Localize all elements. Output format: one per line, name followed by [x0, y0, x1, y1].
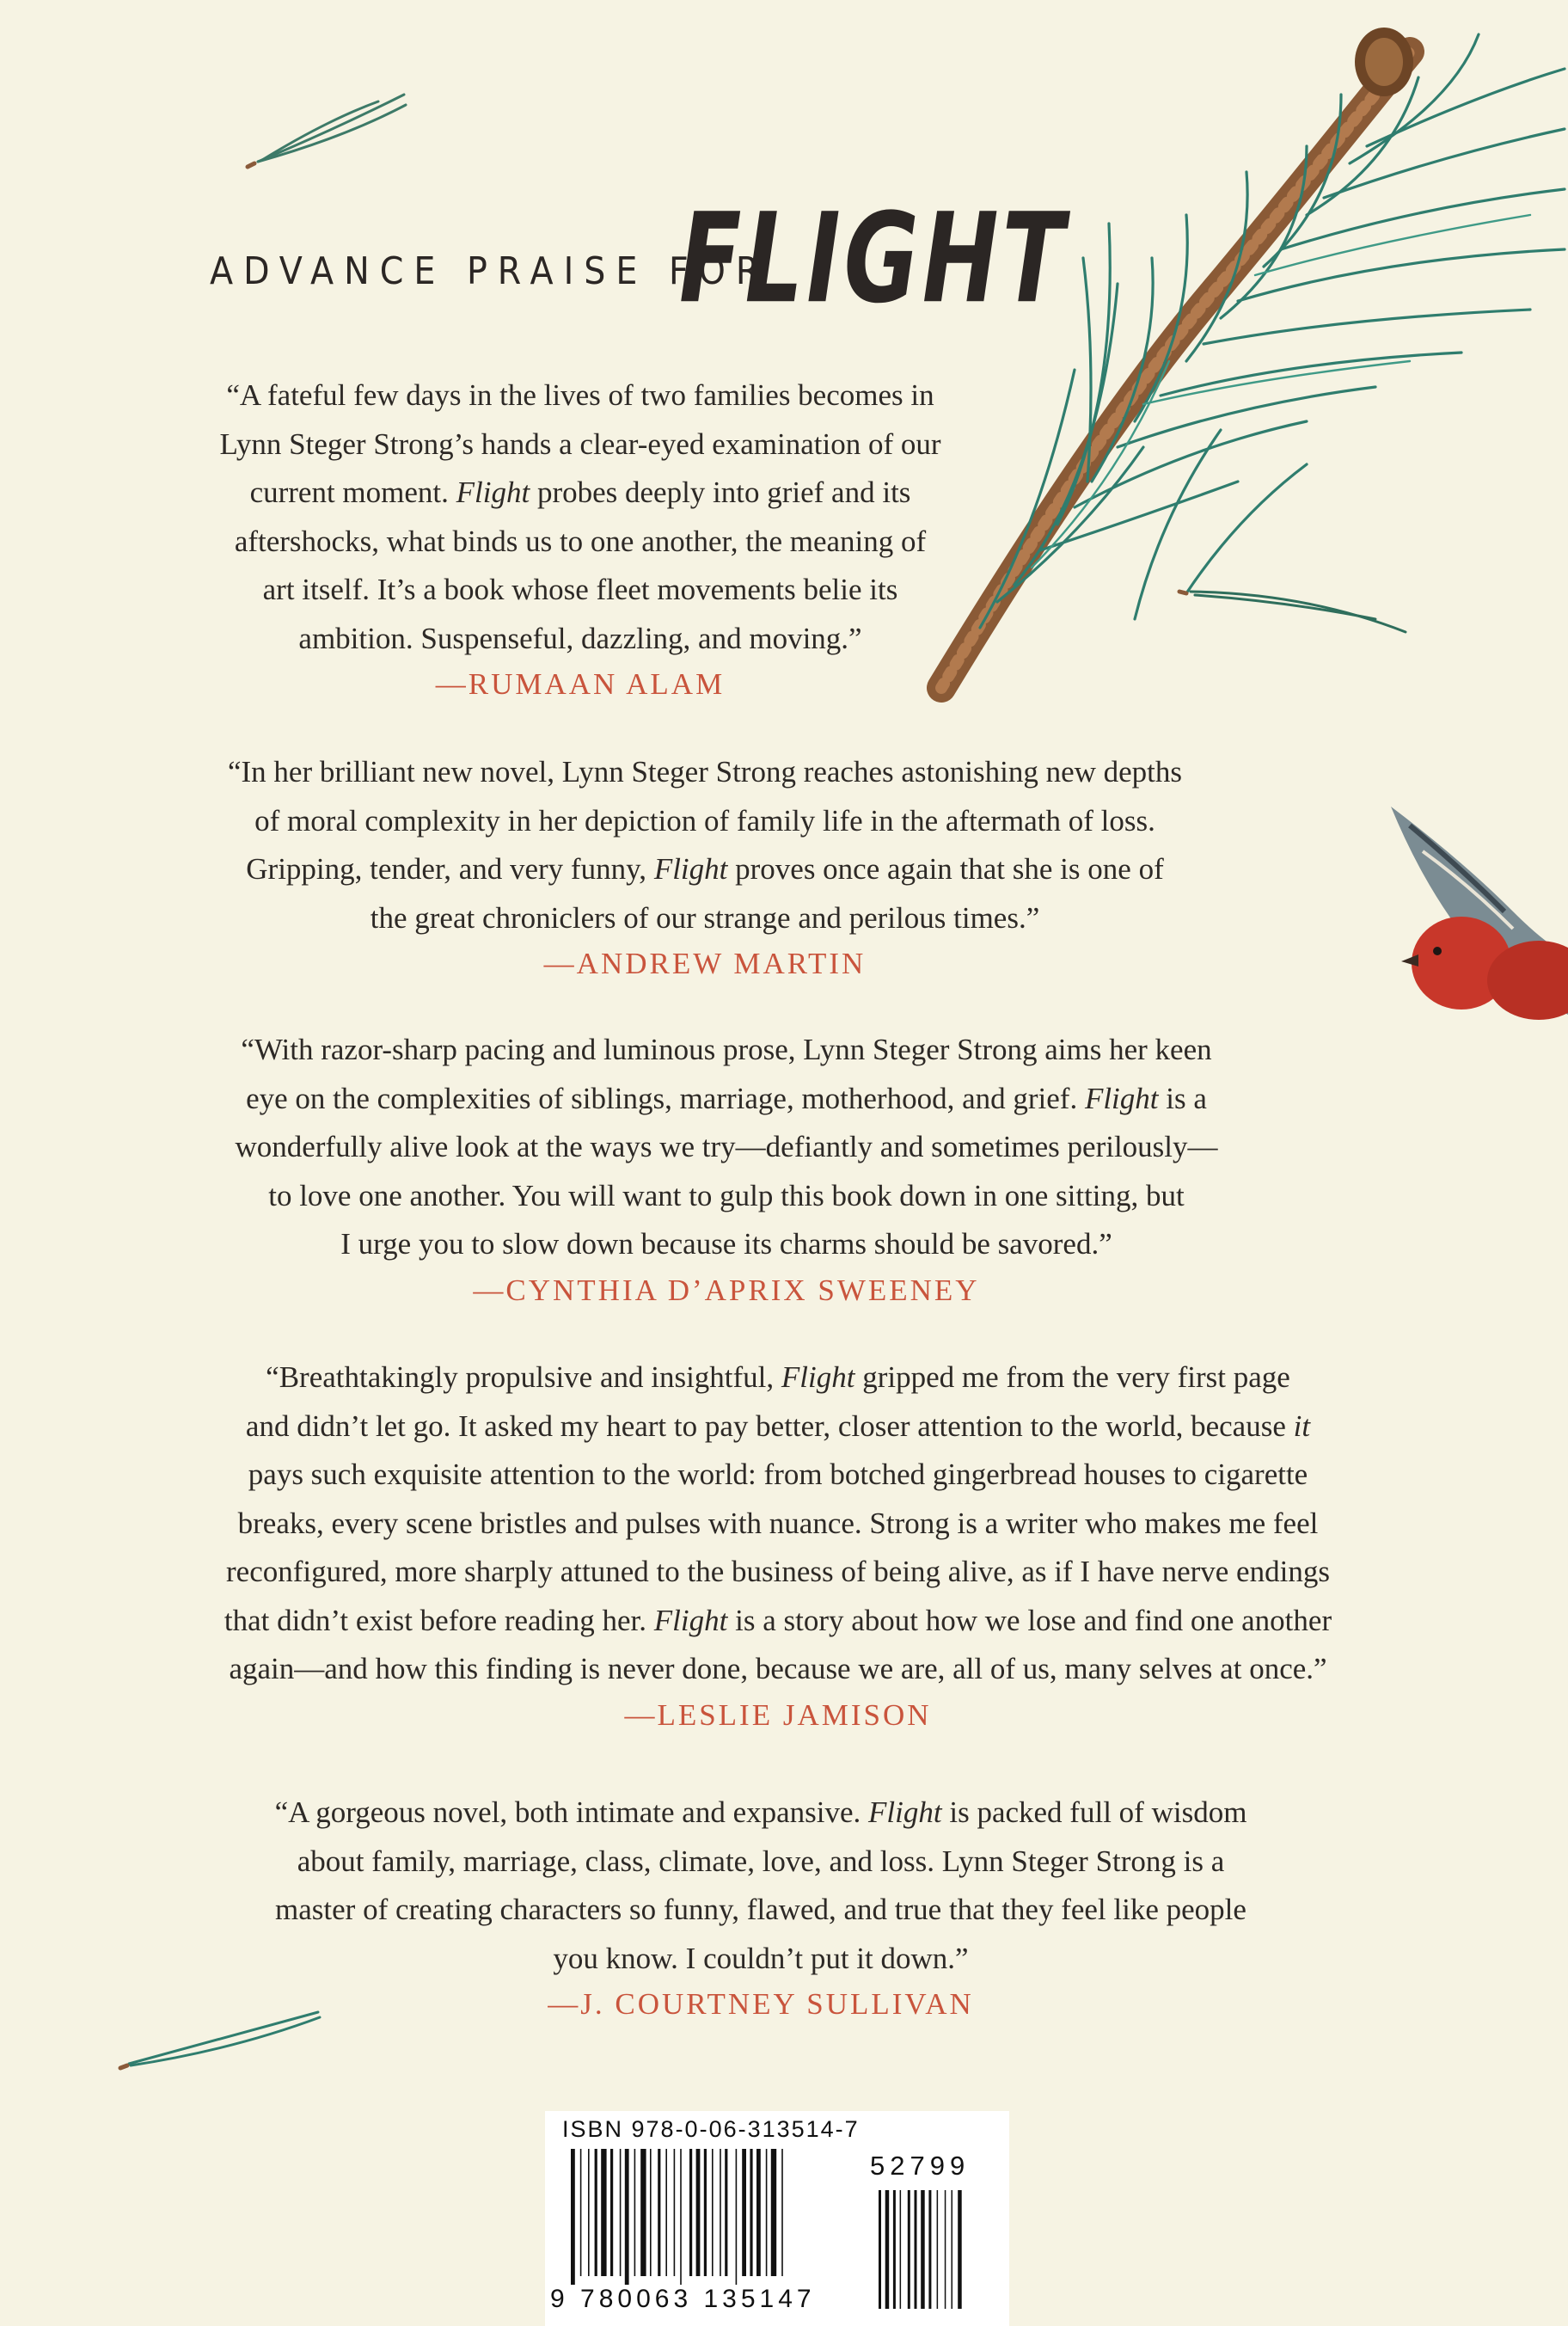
isbn-barcode — [545, 2111, 1009, 2326]
blurb-attribution: —ANDREW MARTIN — [543, 947, 867, 980]
quote-line: Gripping, tender, and very funny, Flight proves once again that she is one of — [246, 852, 1164, 886]
barcode-bar — [677, 2149, 679, 2276]
barcode-bar — [634, 2149, 636, 2276]
barcode-bar — [637, 2149, 640, 2276]
barcode-bar — [921, 2190, 925, 2309]
praise-heading — [0, 181, 1568, 331]
quote-line: “A gorgeous novel, both intimate and expansive. Flight is packed full of wisdom — [274, 1795, 1247, 1829]
barcode-bar — [952, 2190, 953, 2309]
blurb-attribution: —LESLIE JAMISON — [624, 1697, 932, 1732]
barcode-bar — [696, 2149, 701, 2276]
barcode-bar — [630, 2149, 633, 2276]
barcode-bar — [784, 2149, 788, 2276]
barcode-bar — [650, 2149, 652, 2276]
quote-line: again—and how this finding is never done, because we are, all of us, many selves at once.” — [229, 1652, 1327, 1685]
blurb-quote — [129, 748, 1281, 942]
pine-needle-icon — [1179, 592, 1406, 632]
barcode-bar — [933, 2190, 935, 2309]
barcode-bar — [891, 2190, 892, 2309]
quote-line: about family, marriage, class, climate, love, and loss. Lynn Steger Strong is a — [297, 1844, 1225, 1878]
barcode-bar — [947, 2190, 950, 2309]
quote-line: eye on the complexities of siblings, marriage, motherhood, and grief. Flight is a — [246, 1081, 1207, 1115]
barcode-bar — [595, 2149, 597, 2276]
quote-line: breaks, every scene bristles and pulses with nuance. Strong is a writer who makes me feel — [237, 1506, 1319, 1540]
barcode-bar — [712, 2149, 714, 2276]
barcode-bar — [658, 2149, 660, 2276]
quote-line: and didn’t let go. It asked my heart to pay better, closer attention to the world, because it — [245, 1408, 1311, 1443]
quote-line: “With razor-sharp pacing and luminous prose, Lynn Steger Strong aims her keen — [241, 1033, 1212, 1066]
barcode-bar — [762, 2149, 764, 2276]
barcode-bar — [756, 2149, 761, 2276]
blurb-j-courtney-sullivan — [163, 1789, 1358, 2026]
barcode-bar — [615, 2149, 619, 2276]
barcode-bar — [608, 2149, 609, 2276]
barcode-bar — [707, 2149, 710, 2276]
barcode-bar — [908, 2190, 910, 2309]
quote-line: “A fateful few days in the lives of two families becomes in — [226, 378, 934, 412]
quote-line: that didn’t exist before reading her. Flight is a story about how we lose and find one another — [224, 1603, 1332, 1637]
barcode-bar — [689, 2149, 692, 2276]
blurb-andrew-martin — [129, 748, 1281, 985]
barcode-bar — [722, 2149, 724, 2276]
quote-line: master of creating characters so funny, flawed, and true that they feel like people — [275, 1893, 1246, 1926]
barcode-bar — [704, 2149, 707, 2276]
barcode-bar — [918, 2190, 920, 2309]
barcode-bar — [680, 2149, 682, 2285]
barcode-bar — [640, 2149, 646, 2276]
quote-line: “In her brilliant new novel, Lynn Steger Strong reaches astonishing new depths — [227, 755, 1183, 789]
quote-line: “Breathtakingly propulsive and insightful, Flight gripped me from the very first page — [266, 1360, 1290, 1394]
quote-line: ambition. Suspenseful, dazzling, and moving.” — [298, 621, 862, 655]
barcode-bar — [583, 2149, 587, 2276]
heading-lead: ADVANCE PRAISE FOR — [210, 249, 770, 293]
barcode-bar — [766, 2149, 768, 2276]
barcode-bar — [769, 2149, 770, 2276]
barcode-bar — [610, 2149, 613, 2276]
barcode-bar — [750, 2149, 752, 2276]
quote-line: reconfigured, more sharply attuned to the business of being alive, as if I have nerve endings — [226, 1555, 1330, 1588]
barcode-bar — [900, 2190, 902, 2309]
barcode-bar — [954, 2190, 957, 2309]
barcode-bar — [725, 2149, 727, 2276]
barcode-bar — [754, 2149, 756, 2276]
blurb-cynthia-daprix-sweeney — [129, 1026, 1324, 1312]
heading-title: FLIGHT — [679, 186, 1069, 331]
blurb-quote — [129, 1026, 1324, 1269]
barcode-bar — [926, 2190, 928, 2309]
barcode-bar — [588, 2149, 590, 2276]
barcode-bar — [622, 2149, 624, 2276]
barcode-bar — [903, 2190, 907, 2309]
barcode-bar — [601, 2149, 606, 2276]
quote-line: Lynn Steger Strong’s hands a clear-eyed examination of our — [219, 427, 941, 461]
barcode-bar — [771, 2149, 776, 2276]
quote-line: I urge you to slow down because its charms should be savored.” — [340, 1227, 1112, 1261]
quote-line: pays such exquisite attention to the world: from botched gingerbread houses to cigarette — [248, 1458, 1308, 1491]
price-code: 52799 — [870, 2151, 971, 2181]
barcode-bar — [580, 2149, 582, 2276]
barcode-bar — [911, 2190, 913, 2309]
barcode-bar — [915, 2190, 917, 2309]
quote-line: you know. I couldn’t put it down.” — [553, 1941, 969, 1975]
barcode-bar — [738, 2149, 741, 2276]
bird-icon — [1391, 807, 1568, 1020]
barcode-bar — [701, 2149, 703, 2276]
barcode-bar — [940, 2190, 944, 2309]
quote-line: current moment. Flight probes deeply into grief and its — [249, 476, 911, 509]
pine-branch-icon — [941, 28, 1565, 688]
barcode-bar — [885, 2190, 890, 2309]
barcode-bar — [668, 2149, 672, 2276]
blurb-quote — [129, 1353, 1427, 1694]
barcode-bar — [665, 2149, 667, 2276]
barcode-bar — [625, 2149, 629, 2285]
barcode-bar — [897, 2190, 899, 2309]
isbn-number: ISBN 978-0-06-313514-7 — [562, 2116, 860, 2142]
barcode-bar — [778, 2149, 781, 2276]
blurb-attribution: —CYNTHIA D’APRIX SWEENEY — [473, 1273, 980, 1307]
quote-line: of moral complexity in her depiction of family life in the aftermath of loss. — [254, 803, 1155, 838]
barcode-bar — [747, 2149, 749, 2276]
pine-needle-icon — [248, 95, 406, 167]
barcode-bar — [576, 2149, 579, 2276]
quote-line: aftershocks, what binds us to one another, the meaning of — [234, 524, 927, 558]
barcode-bar — [879, 2190, 881, 2309]
barcode-bar — [720, 2149, 721, 2276]
barcode-bar — [662, 2149, 665, 2276]
barcode-bar — [958, 2190, 962, 2309]
barcode-bar — [893, 2190, 896, 2309]
barcode-bar — [694, 2149, 695, 2276]
barcode-bar — [571, 2149, 575, 2285]
barcode-bar — [674, 2149, 676, 2276]
blurb-quote — [163, 371, 997, 663]
quote-line: wonderfully alive look at the ways we try—defiantly and sometimes perilously— — [235, 1130, 1218, 1163]
barcode-bar — [729, 2149, 734, 2276]
quote-line: art itself. It’s a book whose fleet movements belie its — [262, 573, 898, 606]
blurb-attribution: —RUMAAN ALAM — [435, 667, 726, 701]
blurb-leslie-jamison — [129, 1353, 1427, 1737]
barcode-bar — [591, 2149, 593, 2276]
barcode-bar — [652, 2149, 657, 2276]
ean-digits: 9 780063 135147 — [550, 2285, 816, 2313]
barcode-bar — [736, 2149, 738, 2285]
barcode-bar — [945, 2190, 946, 2309]
quote-line: the great chroniclers of our strange and perilous times.” — [370, 900, 1040, 935]
barcode-bar — [714, 2149, 719, 2276]
barcode-bar — [598, 2149, 600, 2276]
barcode-bar — [937, 2190, 939, 2309]
barcode-bar — [620, 2149, 622, 2276]
barcode-bar — [781, 2149, 783, 2276]
blurb-rumaan-alam — [163, 371, 997, 706]
blurb-quote — [163, 1789, 1358, 1983]
barcode-bar — [742, 2149, 746, 2276]
blurb-attribution: —J. COURTNEY SULLIVAN — [548, 1987, 974, 2021]
barcode-bar — [647, 2149, 649, 2276]
barcode-bar — [683, 2149, 688, 2276]
barcode-bar — [883, 2190, 885, 2309]
barcode-bar — [928, 2190, 931, 2309]
quote-line: to love one another. You will want to gulp this book down in one sitting, but — [268, 1178, 1185, 1212]
